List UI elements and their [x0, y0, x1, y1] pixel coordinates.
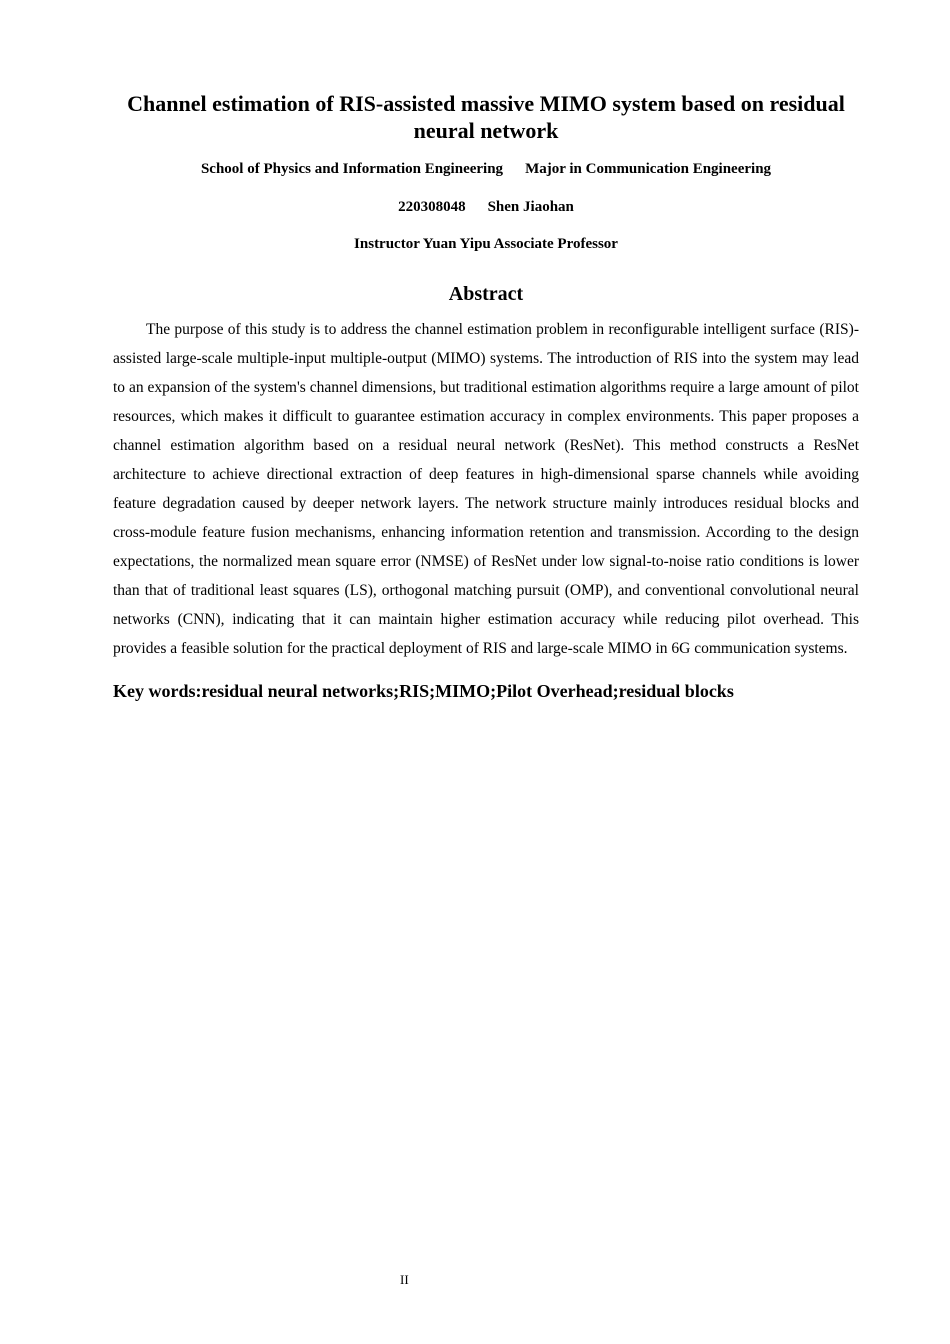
instructor-line: Instructor Yuan Yipu Associate Professor	[354, 236, 618, 252]
document-page	[113, 90, 859, 703]
author-line	[113, 197, 859, 217]
abstract-body: The purpose of this study is to address the channel estimation problem in reconfigurable intelligent surface (RIS)-assisted large-scale multiple-input multiple-output (MIMO) systems. The introduction of RIS into the system may lead to an expansion of the system's channel dimensions, but traditional estimation algorithms require a large amount of pilot resources, which makes it difficult to guarantee estimation accuracy in complex environments. This paper proposes a channel estimation algorithm based on a residual neural network (ResNet). This method constructs a ResNet architecture to achieve directional extraction of deep features in high-dimensional sparse channels while avoiding feature degradation caused by deeper network layers. The network structure mainly introduces residual blocks and cross-module feature fusion mechanisms, enhancing information retention and transmission. According to the design expectations, the normalized mean square error (NMSE) of ResNet under low signal-to-noise ratio conditions is lower than that of traditional least squares (LS), orthogonal matching pursuit (OMP), and conventional convolutional neural networks (CNN), indicating that it can maintain higher estimation accuracy while reducing pilot overhead. This provides a feasible solution for the practical deployment of RIS and large-scale MIMO in 6G communication systems.	[113, 321, 859, 657]
affiliation-line	[113, 159, 859, 179]
major-name: Major in Communication Engineering	[525, 161, 772, 177]
school-name: School of Physics and Information Engineering	[200, 161, 504, 177]
keywords-line: Key words:residual neural networks;RIS;MIMO;Pilot Overhead;residual blocks	[113, 681, 734, 701]
student-id: 220308048	[398, 199, 466, 215]
page-number: II	[400, 1272, 409, 1287]
author-name: Shen Jiaohan	[487, 199, 574, 215]
paper-title: Channel estimation of RIS-assisted massive MIMO system based on residual neural network	[127, 91, 845, 143]
abstract-heading: Abstract	[448, 283, 524, 305]
